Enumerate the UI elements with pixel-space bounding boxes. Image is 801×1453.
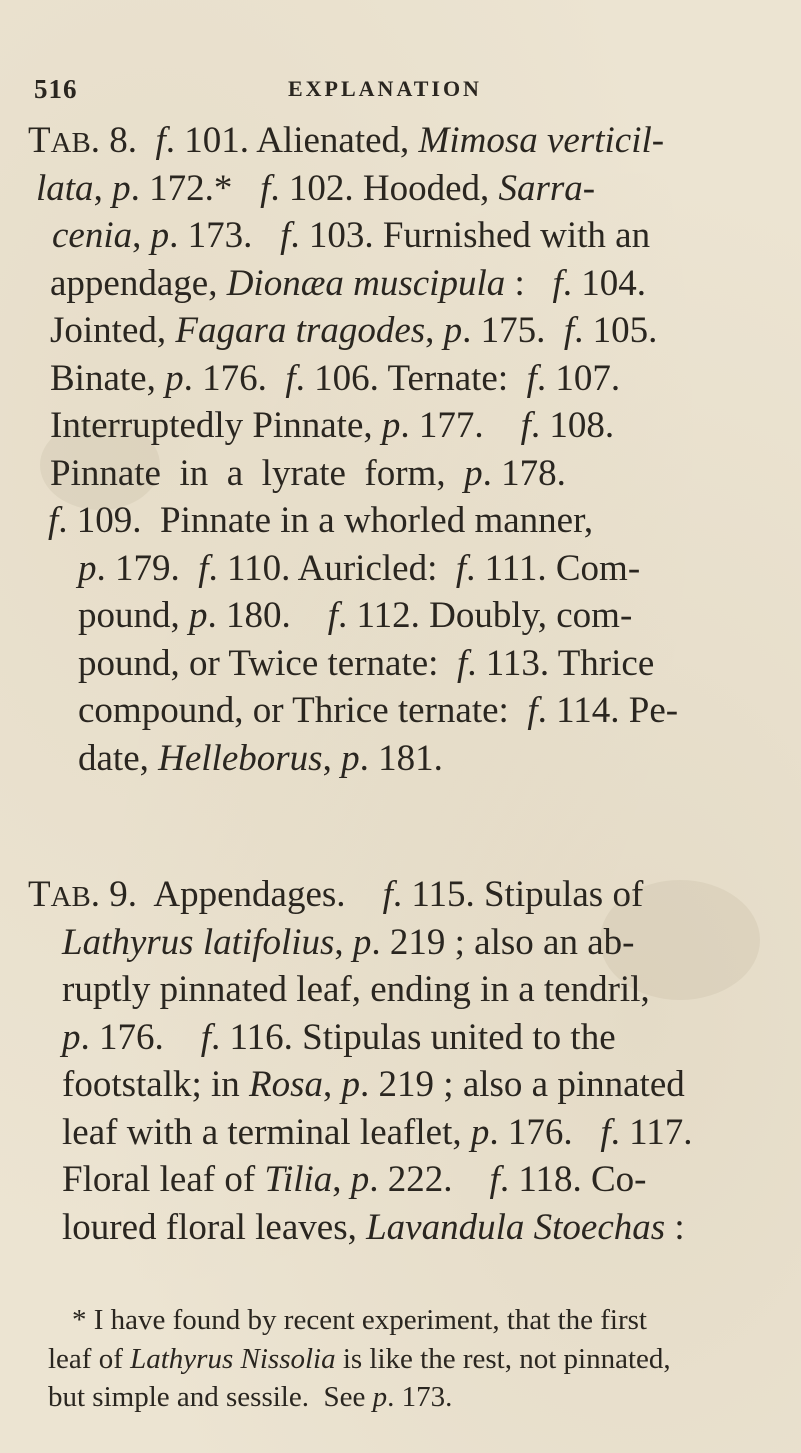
italic-text: f (48, 500, 59, 541)
italic-text: p (443, 310, 463, 351)
italic-text: p (112, 167, 131, 209)
footnote-line: * I have found by recent experiment, that the first (72, 1304, 647, 1336)
italic-text: f (280, 215, 291, 256)
italic-text: p (341, 737, 360, 779)
tab8-line: Binate, p. 176. f. 106. Ternate: f. 107. (50, 357, 621, 399)
italic-text: f (520, 405, 531, 446)
italic-text: Rosa (249, 1064, 324, 1105)
italic-text: f (527, 690, 538, 731)
tab9-line: Lathyrus latifolius, p. 219 ; also an ab- (62, 921, 635, 963)
italic-text: p (150, 215, 170, 256)
small-caps: AB (50, 127, 91, 159)
italic-text: f (563, 310, 575, 351)
italic-text: Helleborus (158, 737, 323, 779)
italic-text: f (198, 547, 209, 589)
italic-text: f (526, 357, 537, 399)
italic-text: f (552, 262, 563, 304)
italic-text: cenia (52, 215, 133, 256)
italic-text: p (341, 1064, 361, 1105)
tab8-line: pound, or Twice ternate: f. 113. Thrice (78, 642, 655, 684)
page-header (34, 74, 754, 114)
tab8-line: f. 109. Pinnate in a whorled manner, (48, 500, 594, 541)
tab9-line: footstalk; in Rosa, p. 219 ; also a pinnated (62, 1064, 685, 1105)
tab9-line: loured floral leaves, Lavandula Stoechas : (62, 1206, 685, 1248)
italic-text: p (470, 1111, 490, 1153)
running-head: EXPLANATION (288, 76, 482, 101)
tab8-line: Interruptedly Pinnate, p. 177. f. 108. (50, 405, 615, 446)
tab8-line: TAB. 8. f. 101. Alienated, Mimosa verticil- (28, 120, 665, 161)
italic-text: Dionæa muscipula (226, 262, 506, 304)
tab9-line: TAB. 9. Appendages. f. 115. Stipulas of (28, 874, 644, 915)
italic-text: lata (36, 167, 94, 209)
italic-text: p (350, 1159, 370, 1200)
italic-text: p (372, 1381, 388, 1413)
italic-text: p (464, 452, 483, 494)
tab8-line: appendage, Dionæa muscipula : f. 104. (50, 262, 647, 304)
italic-text: p (352, 921, 372, 963)
italic-text: f (155, 120, 166, 161)
small-caps: AB (50, 881, 91, 913)
page-number: 516 (34, 74, 78, 104)
footnote-line: leaf of Lathyrus Nissolia is like the rest, not pinnated, (48, 1342, 671, 1375)
italic-text: p (78, 547, 97, 589)
italic-text: Lathyrus latifolius (62, 921, 335, 963)
tab8-line: pound, p. 180. f. 112. Doubly, com- (78, 595, 633, 636)
tab9-line: Floral leaf of Tilia, p. 222. f. 118. Co- (62, 1159, 647, 1200)
italic-text: p (189, 595, 208, 636)
tab8-line: compound, or Thrice ternate: f. 114. Pe- (78, 690, 679, 731)
italic-text: f (456, 642, 468, 684)
tab8-line: Jointed, Fagara tragodes, p. 175. f. 105. (50, 310, 658, 351)
italic-text: Fagara tragodes (175, 310, 426, 351)
italic-text: p (381, 405, 401, 446)
italic-text: f (200, 1016, 212, 1058)
italic-text: f (285, 357, 296, 399)
italic-text: Mimosa verticil- (418, 120, 665, 161)
italic-text: Lathyrus Nissolia (130, 1342, 336, 1375)
tab8-line: Pinnate in a lyrate form, p. 178. (50, 452, 566, 494)
italic-text: f (382, 874, 393, 915)
tab9-line: p. 176. f. 116. Stipulas united to the (62, 1016, 616, 1058)
italic-text: f (260, 167, 271, 209)
italic-text: p (62, 1016, 81, 1058)
italic-text: f (327, 595, 339, 636)
tab8-line: lata, p. 172.* f. 102. Hooded, Sarra- (36, 167, 596, 209)
italic-text: Sarra- (498, 167, 596, 209)
italic-text: p (165, 357, 184, 399)
italic-text: f (600, 1111, 611, 1153)
tab9-line: ruptly pinnated leaf, ending in a tendril, (62, 969, 650, 1010)
italic-text: Tilia (264, 1159, 333, 1200)
footnote-line: but simple and sessile. See p. 173. (48, 1381, 453, 1413)
italic-text: f (489, 1159, 500, 1200)
italic-text: f (455, 547, 467, 589)
tab8-line: date, Helleborus, p. 181. (78, 737, 443, 779)
italic-text: Lavandula Stoechas (366, 1206, 666, 1248)
tab8-line: p. 179. f. 110. Auricled: f. 111. Com- (78, 547, 641, 589)
tab8-line: cenia, p. 173. f. 103. Furnished with an (52, 215, 651, 256)
tab9-line: leaf with a terminal leaflet, p. 176. f. 117. (62, 1111, 693, 1153)
